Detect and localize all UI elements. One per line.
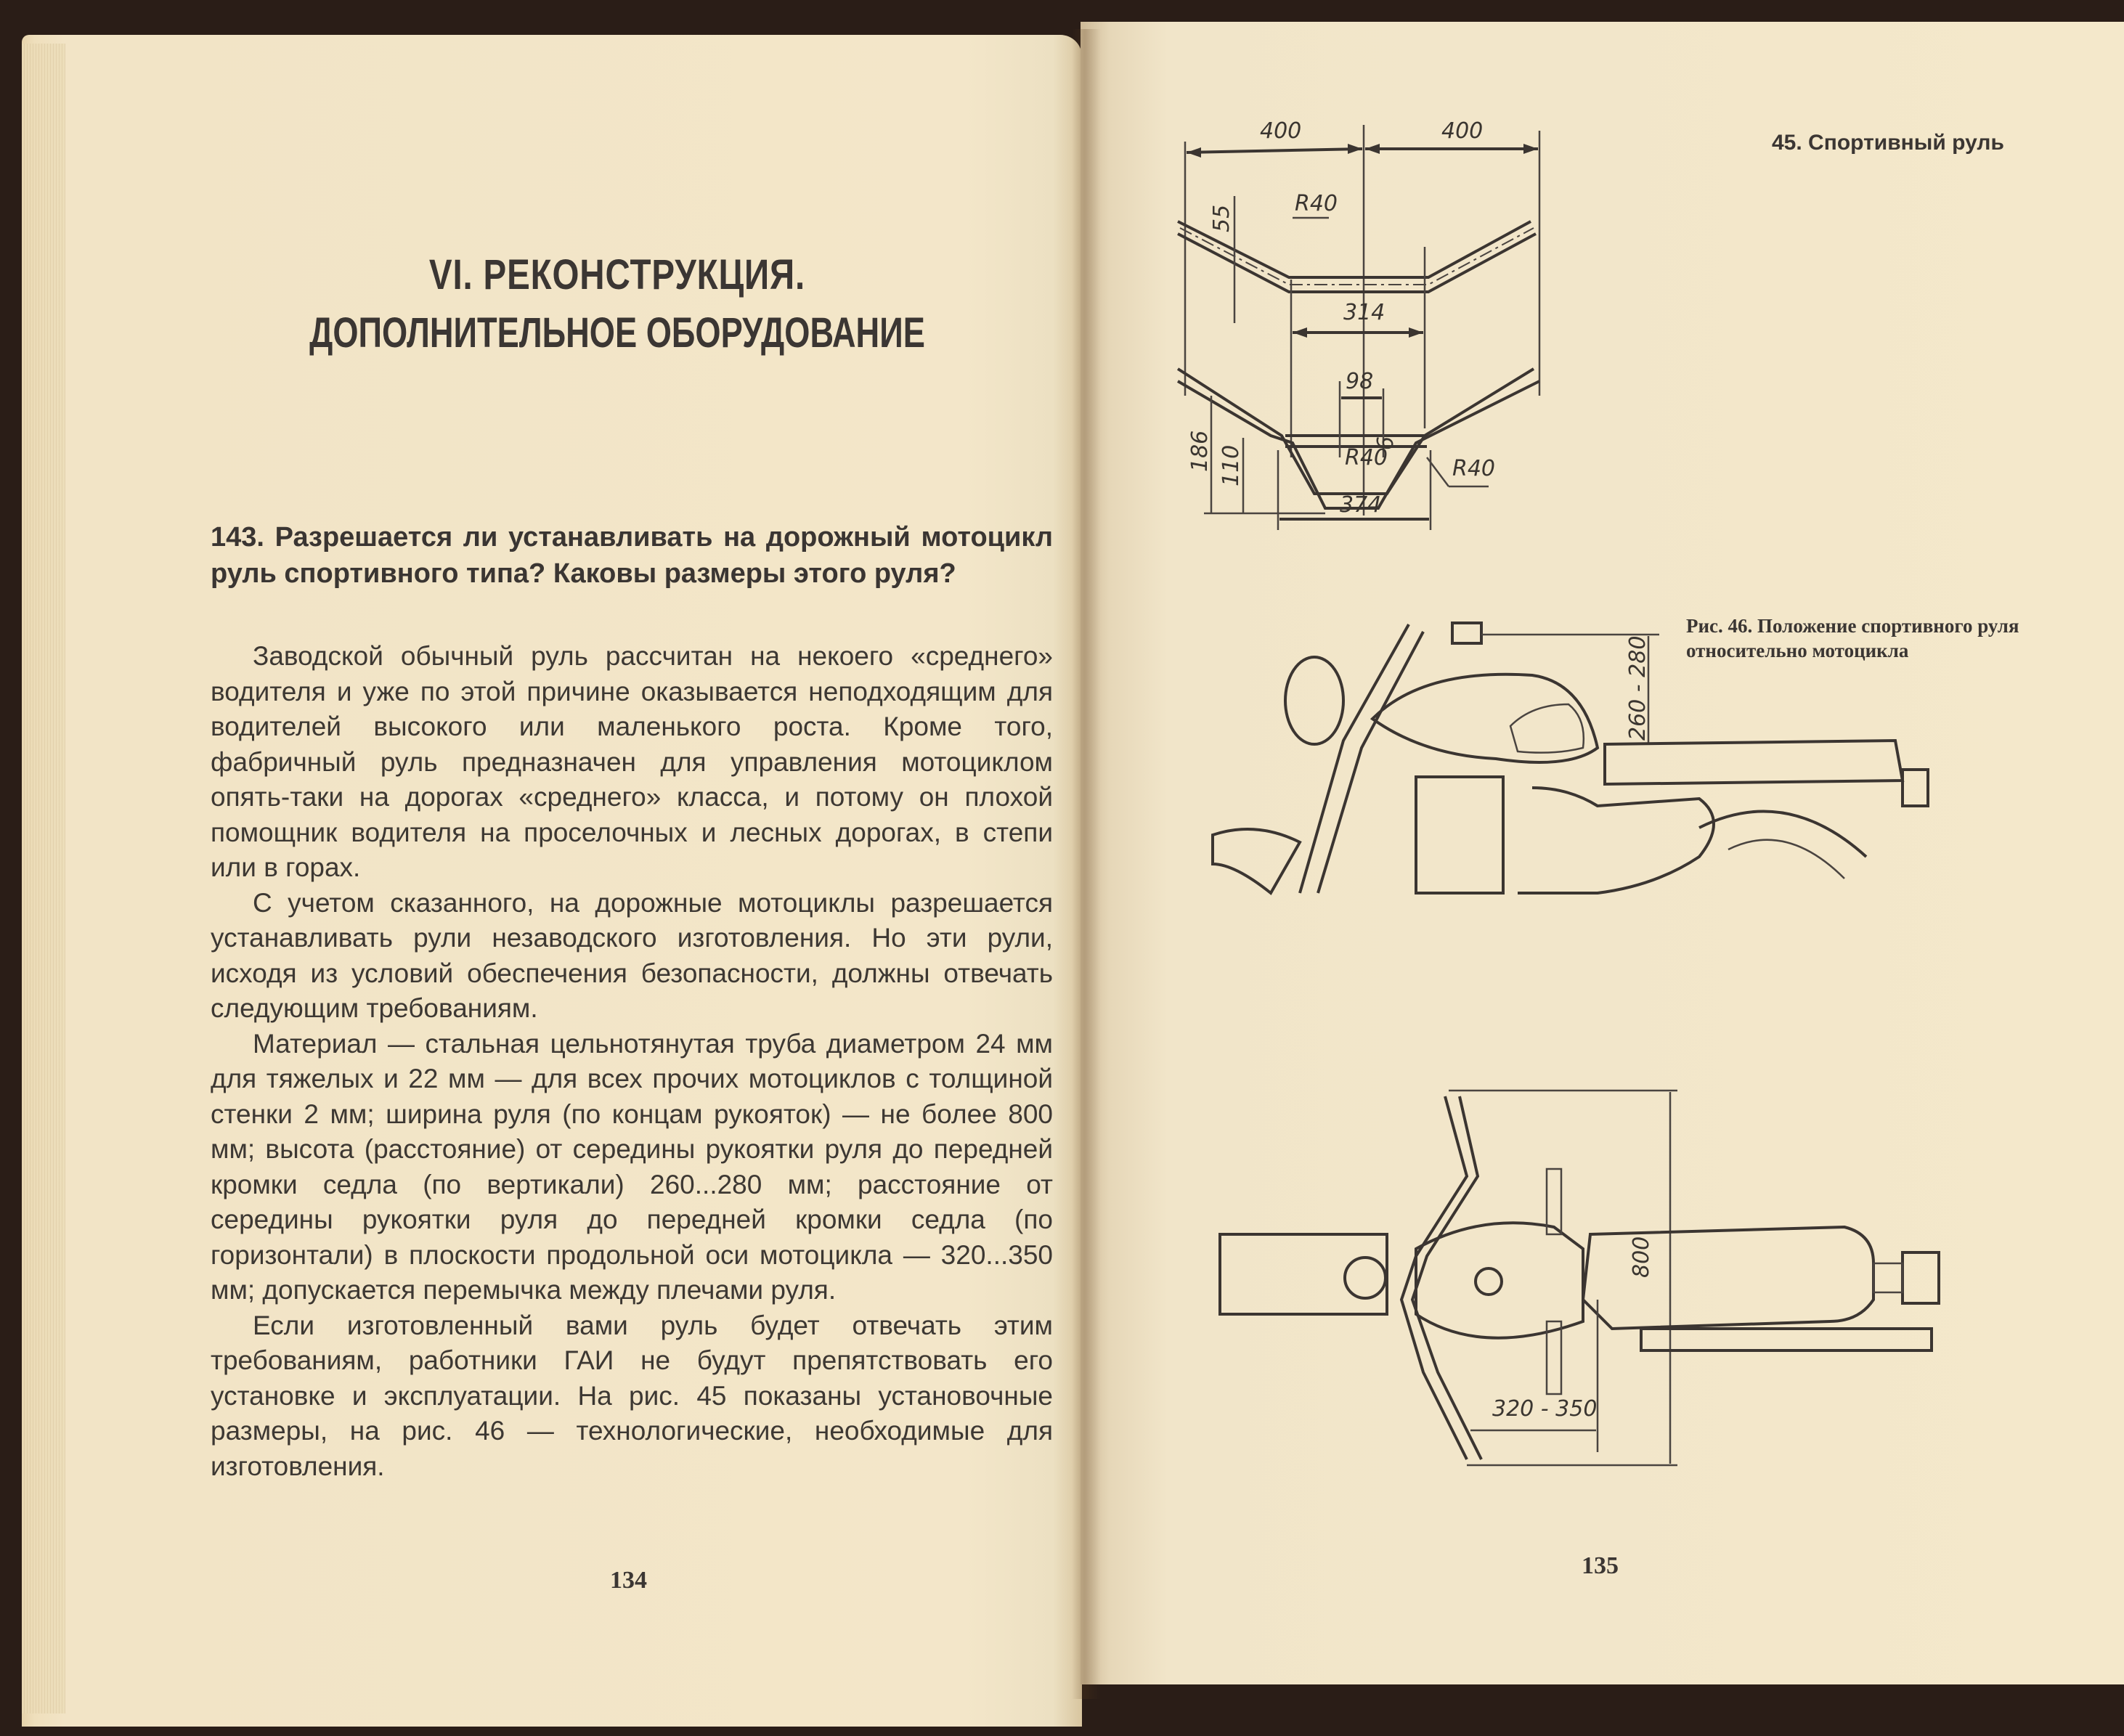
body-text [211,639,1053,1484]
handlebar [1401,1096,1467,1459]
arrowhead [1409,327,1423,338]
front-fender [1213,829,1300,893]
book-spine [1072,29,1101,1699]
headlight [1220,1234,1387,1314]
arrowhead [1187,147,1201,158]
footpeg [1547,1169,1561,1234]
page-edges [22,44,65,1713]
dim-800: 800 [1629,1236,1654,1278]
dim-374: 374 [1340,492,1382,518]
chapter-title-line2: ДОПОЛНИТЕЛЬНОЕ ОБОРУДОВАНИЕ [309,309,925,356]
headlight [1285,657,1343,744]
chapter-title-line1: VI. РЕКОНСТРУКЦИЯ. [428,251,806,298]
dim-186: 186 [1187,430,1213,472]
figure-46-top-view-motorcycle [1205,1082,1990,1474]
front-fork [1318,632,1423,893]
tail-light [1903,770,1928,806]
dim-98: 98 [1346,369,1374,394]
dim-400-left: 400 [1260,118,1302,144]
rear-wheel [1728,840,1844,879]
rear-axle [1873,1263,1903,1292]
paragraph: Заводской обычный руль рассчитан на некоего «среднего» водителя и уже по этой причине оказывается неподходящим для водителей высокого или маленького роста. Кроме того, фабричный руль предназначен для управления мотоциклом опять-таки на дорогах «среднего» класса, и потому он плохой помощник водителя на проселочных и лесных дорогах, в степи или в горах. [211,641,1053,882]
dim-r40-top: R40 [1295,191,1338,216]
exhaust-pipe [1641,1329,1932,1350]
figure-45-caption: 45. Спортивный руль [1772,131,2004,155]
arrowhead [1348,144,1362,154]
dim-110: 110 [1218,444,1244,486]
dim-6: 6 [1373,436,1399,450]
dim-r40-mid: R40 [1345,445,1388,470]
tank-pad [1510,704,1584,753]
arrowhead [1293,327,1307,338]
dim-314: 314 [1343,300,1386,325]
paragraph: Если изготовленный вами руль будет отвечать этим требованиям, работники ГАИ не будут препятствовать его установке и эксплуатации. На рис. 45 показаны установочные размеры, на рис. 46 — технологические, необходимые для изготовления. [211,1310,1053,1481]
handlebar-top-outline [1178,234,1536,292]
dim-400-right: 400 [1441,118,1484,144]
dim-55: 55 [1209,204,1234,232]
figure-45-handlebar-drawing [1162,109,1670,530]
seat [1583,1227,1873,1329]
rear-fender [1699,812,1866,857]
front-fork [1300,624,1409,893]
dim-r40-right: R40 [1452,456,1496,481]
dim-line-400-left [1187,149,1362,152]
grip [1452,623,1481,643]
fuel-cap [1476,1268,1502,1295]
page-number-left: 134 [610,1567,647,1594]
handlebar [1412,1096,1481,1459]
figure-46-caption: Рис. 46. Положение спортивного руля относительно мотоцикла [1686,615,2019,661]
arrowhead [1523,144,1538,154]
tail-light [1903,1252,1939,1303]
speedometer [1345,1258,1386,1298]
question-heading: 143. Разрешается ли устанавливать на дорожный мотоцикл руль спортивного типа? Каковы размеры этого руля? [211,522,1053,589]
engine [1416,777,1503,893]
arrowhead [1365,144,1380,154]
figure-46-side-view-motorcycle [1191,603,1946,922]
paragraph: С учетом сказанного, на дорожные мотоциклы разрешается устанавливать рули незаводского изготовления. Но эти рули, исходя из условий обеспечения безопасности, должны отвечать следующим требованиям. [211,887,1053,1023]
dim-260-280: 260 - 280 [1625,635,1651,741]
page-number-right: 135 [1582,1552,1619,1579]
seat [1605,741,1903,784]
fuel-tank [1372,675,1598,762]
dim-320-350: 320 - 350 [1492,1396,1598,1422]
paragraph: Материал — стальная цельнотянутая труба диаметром 24 мм для тяжелых и 22 мм — для всех прочих мотоциклов с толщиной стенки 2 мм; ширина руля (по концам рукояток) — не более 800 мм; высота (расстояние) от середины рукоятки руля до передней кромки седла (по вертикали) 260...280 мм; расстояние от середины рукоятки руля до передней кромки седла (по горизонтали) в плоскости продольной оси мотоцикла — 320...350 мм; допускается перемычка между плечами руля. [211,1028,1053,1305]
side-cover [1518,788,1714,893]
